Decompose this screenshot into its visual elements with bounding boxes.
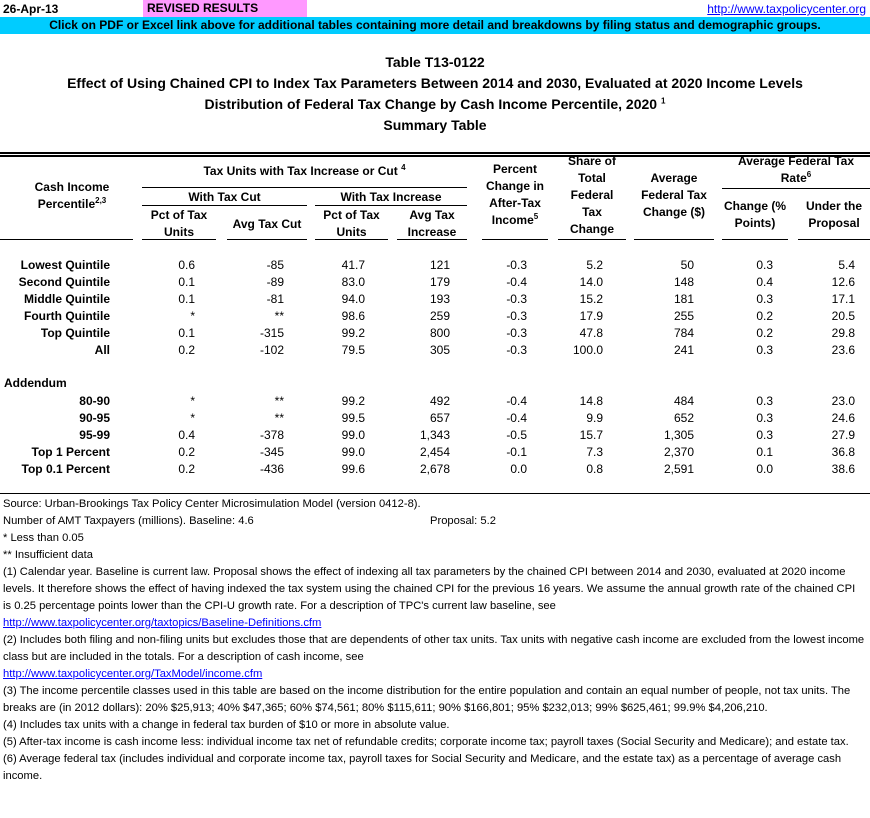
- header-underline: [634, 239, 714, 240]
- table-cell: -0.4: [506, 275, 527, 289]
- table-cell: -315: [259, 326, 284, 340]
- header-line: Pct of Tax: [323, 208, 380, 222]
- header-line: Points): [734, 216, 776, 230]
- row-label: Top 0.1 Percent: [21, 462, 110, 476]
- table-cell: 0.0: [510, 462, 527, 476]
- col-header-cash-income: [2, 179, 142, 213]
- table-cell: *: [190, 309, 195, 323]
- col-group-tax-units: [142, 163, 467, 180]
- table-cell: 41.7: [341, 258, 365, 272]
- table-row: [0, 461, 870, 478]
- col-header-pct-units-increase: [315, 207, 388, 241]
- table-cell: -0.4: [506, 411, 527, 425]
- header-line: Proposal: [808, 216, 860, 230]
- header-underline: [722, 188, 870, 189]
- source-note: Source: Urban-Brookings Tax Policy Center Microsimulation Model (version 0412-8).: [3, 498, 421, 510]
- table-cell: 14.8: [579, 394, 603, 408]
- footnote-3: (3) The income percentile classes used in this table are based on the income distribution for the entire population and contain an equal number of people, not tax units. The breaks are (in 2012 dollars): 20% $25,913; 40% $47,365; 60% $74,561; 80% $115,611; 90% $166,801; 95% $232,013; 99% $625,461; 99.9% $4,206,210.: [3, 685, 851, 714]
- header-underline: [227, 239, 307, 240]
- table-row: [0, 308, 870, 325]
- col-group-with-tax-cut: With Tax Cut: [188, 190, 261, 204]
- report-date: 26-Apr-13: [3, 2, 59, 16]
- table-cell: 179: [429, 275, 450, 289]
- table-cell: 5.2: [586, 258, 603, 272]
- header-underline: [482, 239, 548, 240]
- header-line: Avg Tax: [409, 208, 455, 222]
- table-cell: 305: [429, 343, 450, 357]
- table-row: [0, 444, 870, 461]
- cash-income-link[interactable]: http://www.taxpolicycenter.org/TaxModel/income.cfm: [3, 668, 263, 680]
- table-cell: -89: [266, 275, 284, 289]
- header-underline: [722, 239, 788, 240]
- table-cell: 98.6: [341, 309, 365, 323]
- table-cell: 7.3: [586, 445, 603, 459]
- header-underline: [142, 205, 307, 206]
- table-cell: 0.4: [756, 275, 773, 289]
- table-row: [0, 257, 870, 274]
- header-line: Increase: [407, 225, 457, 239]
- table-cell: 2,454: [419, 445, 450, 459]
- table-cell: 0.1: [756, 445, 773, 459]
- table-cell: 23.6: [831, 343, 855, 357]
- header-line: Total: [578, 171, 606, 185]
- amt-taxpayers-note: [3, 513, 865, 530]
- header-line: [2, 196, 142, 213]
- table-cell: 0.0: [756, 462, 773, 476]
- table-cell: 0.2: [178, 445, 195, 459]
- row-label: 90-95: [79, 411, 110, 425]
- table-cell: 652: [673, 411, 694, 425]
- table-cell: 0.1: [178, 326, 195, 340]
- amt-proposal: Proposal: 5.2: [430, 515, 496, 527]
- table-cell: **: [274, 309, 284, 323]
- table-cell: **: [274, 411, 284, 425]
- table-row: [0, 325, 870, 342]
- header-text: Tax Units with Tax Increase or Cut: [203, 164, 398, 178]
- table-cell: 0.2: [178, 343, 195, 357]
- table-cell: 15.7: [579, 428, 603, 442]
- table-cell: 29.8: [831, 326, 855, 340]
- subtitle-text: Distribution of Federal Tax Change by Cash Income Percentile, 2020: [204, 96, 658, 112]
- table-cell: 0.1: [178, 275, 195, 289]
- table-cell: 0.3: [756, 292, 773, 306]
- row-label: 80-90: [79, 394, 110, 408]
- header-line: Federal: [570, 188, 614, 202]
- row-label: Top 1 Percent: [31, 445, 110, 459]
- table-cell: 38.6: [831, 462, 855, 476]
- table-cell: 100.0: [572, 343, 603, 357]
- table-cell: *: [190, 411, 195, 425]
- header-line: Change (%: [723, 199, 786, 213]
- header-line: Units: [336, 225, 367, 239]
- footnotes: [3, 496, 865, 785]
- table-cell: -0.5: [506, 428, 527, 442]
- table-titles: [0, 52, 870, 136]
- col-group-with-tax-increase: With Tax Increase: [340, 190, 442, 204]
- table-cell: 148: [673, 275, 694, 289]
- table-cell: 492: [429, 394, 450, 408]
- baseline-definitions-link[interactable]: http://www.taxpolicycenter.org/taxtopics/Baseline-Definitions.cfm: [3, 617, 322, 629]
- table-cell: 241: [673, 343, 694, 357]
- table-cell: 1,343: [419, 428, 450, 442]
- footnote-1: (1) Calendar year. Baseline is current law. Proposal shows the effect of indexing all tax parameters by the chained CPI between 2014 and 2030, evaluated at 2020 income levels. It therefore shows the effect of having indexed the tax system using the chained CPI for the previous 16 years. We assume the annual growth rate of the chained CPI is 0.25 percentage points lower than the CPI-U growth rate. For a description of TPC's current law baseline, see: [3, 566, 856, 612]
- header-line: Federal Tax: [641, 188, 707, 202]
- col-header-under-proposal: [798, 198, 870, 232]
- header-underline: [558, 239, 626, 240]
- insufficient-data-note: ** Insufficient data: [3, 549, 93, 561]
- table-cell: 15.2: [579, 292, 603, 306]
- table-cell: 23.0: [831, 394, 855, 408]
- header-line: Average: [650, 171, 698, 185]
- col-header-pct-units-cut: [142, 207, 216, 241]
- table-row: [0, 393, 870, 410]
- table-cell: 99.0: [341, 428, 365, 442]
- table-cell: 0.8: [586, 462, 603, 476]
- row-label: All: [94, 343, 110, 357]
- table-cell: 784: [673, 326, 694, 340]
- table-cell: -0.1: [506, 445, 527, 459]
- footnote-ref: 2,3: [95, 196, 107, 205]
- table-cell: -0.3: [506, 309, 527, 323]
- table-cell: 94.0: [341, 292, 365, 306]
- header-line: [480, 212, 550, 229]
- table-cell: 2,678: [419, 462, 450, 476]
- col-header-avg-tax-cut: Avg Tax Cut: [232, 217, 302, 231]
- table-cell: 193: [429, 292, 450, 306]
- table-cell: 99.2: [341, 394, 365, 408]
- table-cell: *: [190, 394, 195, 408]
- header-line: Under the: [805, 199, 862, 213]
- header-line: Cash Income: [34, 180, 110, 194]
- table-cell: -436: [259, 462, 284, 476]
- table-cell: -0.3: [506, 343, 527, 357]
- table-cell: 121: [429, 258, 450, 272]
- table-bottom-rule: [0, 493, 870, 494]
- table-id: Table T13-0122: [385, 54, 485, 70]
- header-line: Percent: [492, 162, 538, 176]
- table-cell: 0.2: [178, 462, 195, 476]
- table-cell: 484: [673, 394, 694, 408]
- col-header-change-pct-points: [722, 198, 788, 232]
- col-group-avg-fed-tax-rate: [722, 153, 870, 187]
- header-underline: [315, 239, 388, 240]
- header-underline: [798, 239, 870, 240]
- table-cell: 2,591: [663, 462, 694, 476]
- table-cell: -102: [259, 343, 284, 357]
- table-cell: 14.0: [579, 275, 603, 289]
- table-cell: 0.3: [756, 343, 773, 357]
- row-label: Fourth Quintile: [24, 309, 110, 323]
- table-row: [0, 342, 870, 359]
- row-label: Top Quintile: [40, 326, 110, 340]
- summary-label: Summary Table: [383, 117, 487, 133]
- amt-baseline: Number of AMT Taxpayers (millions). Baseline: 4.6: [3, 515, 254, 527]
- header-text: Percentile: [37, 197, 96, 211]
- table-cell: 0.6: [178, 258, 195, 272]
- table-cell: -81: [266, 292, 284, 306]
- table-cell: -0.3: [506, 292, 527, 306]
- header-line: Change ($): [642, 205, 705, 219]
- header-line: Share of: [567, 154, 616, 168]
- table-cell: 47.8: [579, 326, 603, 340]
- table-cell: 99.5: [341, 411, 365, 425]
- table-cell: 0.3: [756, 394, 773, 408]
- col-header-share-total: [558, 153, 626, 238]
- revised-results-badge: REVISED RESULTS: [143, 0, 307, 17]
- table-cell: 0.2: [756, 309, 773, 323]
- header-line: Change in: [485, 179, 544, 193]
- top-bar: [0, 0, 870, 17]
- table-cell: 36.8: [831, 445, 855, 459]
- table-cell: 255: [673, 309, 694, 323]
- header-text: Income: [491, 213, 534, 227]
- table-cell: **: [274, 394, 284, 408]
- table-title: Effect of Using Chained CPI to Index Tax Parameters Between 2014 and 2030, Evaluated at 2020 Income Levels: [67, 75, 803, 91]
- header-line: Units: [164, 225, 194, 239]
- table-cell: 2,370: [663, 445, 694, 459]
- table-cell: 27.9: [831, 428, 855, 442]
- table-cell: 50: [680, 258, 694, 272]
- table-cell: 0.3: [756, 428, 773, 442]
- table-cell: 0.1: [178, 292, 195, 306]
- header-text: Rate: [780, 171, 807, 185]
- table-cell: 1,305: [663, 428, 694, 442]
- table-cell: 79.5: [341, 343, 365, 357]
- table-cell: -85: [266, 258, 284, 272]
- col-header-avg-fed-tax-change: [634, 170, 714, 221]
- row-label: Middle Quintile: [24, 292, 110, 306]
- table-cell: -378: [259, 428, 284, 442]
- header-underline: [0, 239, 133, 240]
- table-cell: 9.9: [586, 411, 603, 425]
- footnote-ref: 6: [806, 170, 812, 179]
- addendum-label: Addendum: [4, 376, 67, 390]
- row-label: Lowest Quintile: [20, 258, 110, 272]
- header-underline: [315, 205, 467, 206]
- header-line: Change: [569, 222, 614, 236]
- footnote-4: (4) Includes tax units with a change in federal tax burden of $10 or more in absolute value.: [3, 719, 450, 731]
- table-cell: 24.6: [831, 411, 855, 425]
- table-row: [0, 410, 870, 427]
- header-line: [722, 170, 870, 187]
- table-cell: 800: [429, 326, 450, 340]
- table-cell: 0.4: [178, 428, 195, 442]
- table-cell: 5.4: [838, 258, 855, 272]
- table-cell: 259: [429, 309, 450, 323]
- table-cell: -0.3: [506, 258, 527, 272]
- table-row: [0, 427, 870, 444]
- header-line: Pct of Tax: [150, 208, 208, 222]
- header-line: Average Federal Tax: [737, 154, 855, 168]
- header-line: After-Tax: [489, 196, 541, 210]
- table-cell: -0.3: [506, 326, 527, 340]
- header-underline: [142, 239, 216, 240]
- table-row: [0, 291, 870, 308]
- footnote-5: (5) After-tax income is cash income less: individual income tax net of refundable credits; corporate income tax; payroll taxes (Social Security and Medicare); and estate tax.: [3, 736, 849, 748]
- footnote-ref: 1: [660, 96, 666, 106]
- col-header-avg-tax-increase: [397, 207, 467, 241]
- footnote-ref: 4: [401, 163, 406, 172]
- header-underline: [142, 187, 467, 188]
- table-cell: 20.5: [831, 309, 855, 323]
- footnote-6: (6) Average federal tax (includes individual and corporate income tax, payroll taxes for Social Security and Medicare, and the estate tax) as a percentage of average cash income.: [3, 753, 842, 782]
- table-cell: 17.1: [831, 292, 855, 306]
- info-banner: Click on PDF or Excel link above for additional tables containing more detail and breakdowns by filing status and demographic groups.: [0, 17, 870, 34]
- table-cell: 99.2: [341, 326, 365, 340]
- less-than-note: * Less than 0.05: [3, 532, 84, 544]
- table-cell: 181: [673, 292, 694, 306]
- table-cell: 657: [429, 411, 450, 425]
- row-label: Second Quintile: [18, 275, 110, 289]
- header-line: Tax: [582, 205, 602, 219]
- table-cell: 12.6: [831, 275, 855, 289]
- site-link[interactable]: http://www.taxpolicycenter.org: [707, 2, 866, 16]
- header-underline: [397, 239, 467, 240]
- table-cell: 83.0: [341, 275, 365, 289]
- col-header-pct-change-after-tax: [480, 161, 550, 229]
- table-cell: 17.9: [579, 309, 603, 323]
- table-row: [0, 274, 870, 291]
- table-subtitle: [0, 94, 870, 115]
- table-cell: -345: [259, 445, 284, 459]
- table-cell: 99.6: [341, 462, 365, 476]
- table-cell: 0.3: [756, 258, 773, 272]
- table-cell: 0.3: [756, 411, 773, 425]
- row-label: 95-99: [79, 428, 110, 442]
- table-cell: 0.2: [756, 326, 773, 340]
- footnote-2: (2) Includes both filing and non-filing units but excludes those that are dependents of other tax units. Tax units with negative cash income are excluded from the lowest income class but are included in the totals. For a description of cash income, see: [3, 634, 865, 663]
- footnote-ref: 5: [533, 212, 539, 221]
- table-cell: 99.0: [341, 445, 365, 459]
- table-cell: -0.4: [506, 394, 527, 408]
